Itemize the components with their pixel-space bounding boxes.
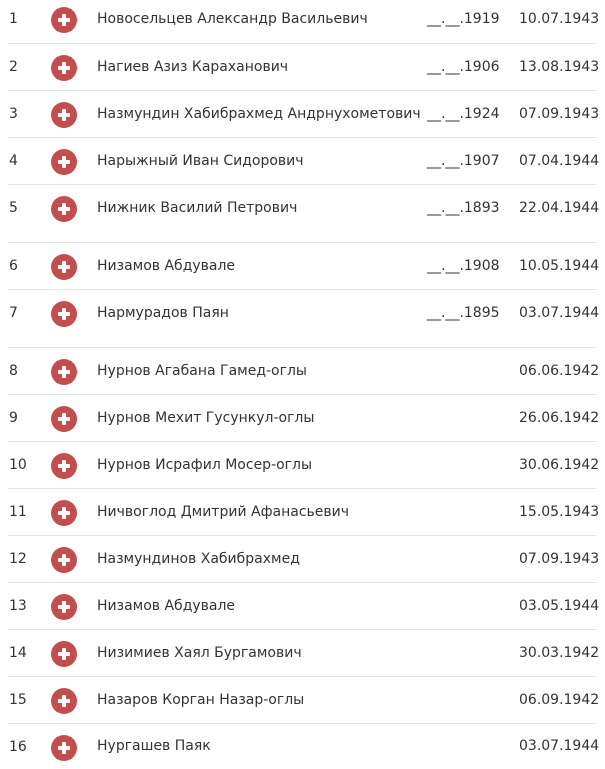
row-number: 1 <box>9 11 18 27</box>
row-number: 8 <box>9 363 18 379</box>
list-item[interactable] <box>0 583 605 630</box>
person-name[interactable]: Назмундин Хабибрахмед Андрнухометович <box>97 106 421 122</box>
row-number: 4 <box>9 153 18 169</box>
birth-date: __.__.1919 <box>427 11 500 27</box>
birth-date: __.__.1908 <box>427 258 500 274</box>
red-cross-icon <box>51 547 77 573</box>
row-number: 13 <box>9 598 27 614</box>
death-date: 03.05.1944 <box>519 598 600 614</box>
list-item[interactable] <box>0 44 605 91</box>
person-name[interactable]: Низимиев Хаял Бургамович <box>97 645 302 661</box>
person-name[interactable]: Назаров Корган Назар-оглы <box>97 692 305 708</box>
death-date: 30.06.1942 <box>519 457 600 473</box>
person-name[interactable]: Новосельцев Александр Васильевич <box>97 11 368 27</box>
list-item[interactable] <box>0 290 605 348</box>
red-cross-icon <box>51 55 77 81</box>
death-date: 07.04.1944 <box>519 153 600 169</box>
person-name[interactable]: Назмундинов Хабибрахмед <box>97 551 300 567</box>
birth-date: __.__.1907 <box>427 153 500 169</box>
row-number: 12 <box>9 551 27 567</box>
death-date: 06.06.1942 <box>519 363 600 379</box>
red-cross-icon <box>51 594 77 620</box>
death-date: 30.03.1942 <box>519 645 600 661</box>
row-number: 9 <box>9 410 18 426</box>
person-name[interactable]: Нургашев Паяк <box>97 738 211 754</box>
list-item[interactable] <box>0 185 605 243</box>
person-name[interactable]: Нарыжный Иван Сидорович <box>97 153 304 169</box>
red-cross-icon <box>51 359 77 385</box>
person-name[interactable]: Нурнов Мехит Гусункул-оглы <box>97 410 315 426</box>
red-cross-icon <box>51 7 77 33</box>
list-item[interactable] <box>0 0 605 44</box>
person-name[interactable]: Низамов Абдувале <box>97 258 236 274</box>
row-number: 14 <box>9 645 27 661</box>
red-cross-icon <box>51 453 77 479</box>
list-item[interactable] <box>0 91 605 138</box>
person-name[interactable]: Нижник Василий Петрович <box>97 200 298 216</box>
death-date: 03.07.1944 <box>519 738 600 754</box>
row-number: 11 <box>9 504 27 520</box>
list-item[interactable] <box>0 489 605 536</box>
death-date: 06.09.1942 <box>519 692 600 708</box>
list-item[interactable] <box>0 138 605 185</box>
person-name[interactable]: Нагиев Азиз Караханович <box>97 59 289 75</box>
red-cross-icon <box>51 406 77 432</box>
death-date: 07.09.1943 <box>519 551 600 567</box>
death-date: 26.06.1942 <box>519 410 600 426</box>
row-number: 16 <box>9 739 27 755</box>
person-name[interactable]: Нурнов Агабана Гамед-оглы <box>97 363 307 379</box>
person-name[interactable]: Ничвоглод Дмитрий Афанасьевич <box>97 504 350 520</box>
death-date: 07.09.1943 <box>519 106 600 122</box>
red-cross-icon <box>51 149 77 175</box>
list-item[interactable] <box>0 243 605 290</box>
row-number: 15 <box>9 692 27 708</box>
list-item[interactable] <box>0 395 605 442</box>
red-cross-icon <box>51 688 77 714</box>
row-number: 2 <box>9 59 18 75</box>
list-item[interactable] <box>0 677 605 724</box>
red-cross-icon <box>51 254 77 280</box>
death-date: 10.07.1943 <box>519 11 600 27</box>
row-number: 5 <box>9 200 18 216</box>
row-number: 3 <box>9 106 18 122</box>
row-number: 7 <box>9 305 18 321</box>
red-cross-icon <box>51 301 77 327</box>
death-date: 15.05.1943 <box>519 504 600 520</box>
death-date: 03.07.1944 <box>519 305 600 321</box>
row-number: 6 <box>9 258 18 274</box>
person-name[interactable]: Нармурадов Паян <box>97 305 229 321</box>
birth-date: __.__.1924 <box>427 106 500 122</box>
red-cross-icon <box>51 102 77 128</box>
death-date: 22.04.1944 <box>519 200 600 216</box>
list-item[interactable] <box>0 536 605 583</box>
list-item[interactable] <box>0 348 605 395</box>
person-name[interactable]: Низамов Абдувале <box>97 598 236 614</box>
birth-date: __.__.1893 <box>427 200 500 216</box>
birth-date: __.__.1895 <box>427 305 500 321</box>
death-date: 13.08.1943 <box>519 59 600 75</box>
list-item[interactable] <box>0 724 605 769</box>
row-number: 10 <box>9 457 27 473</box>
red-cross-icon <box>51 500 77 526</box>
list-item[interactable] <box>0 630 605 677</box>
red-cross-icon <box>51 196 77 222</box>
person-name[interactable]: Нурнов Исрафил Мосер-оглы <box>97 457 313 473</box>
death-date: 10.05.1944 <box>519 258 600 274</box>
list-item[interactable] <box>0 442 605 489</box>
red-cross-icon <box>51 641 77 667</box>
red-cross-icon <box>51 735 77 761</box>
birth-date: __.__.1906 <box>427 59 500 75</box>
